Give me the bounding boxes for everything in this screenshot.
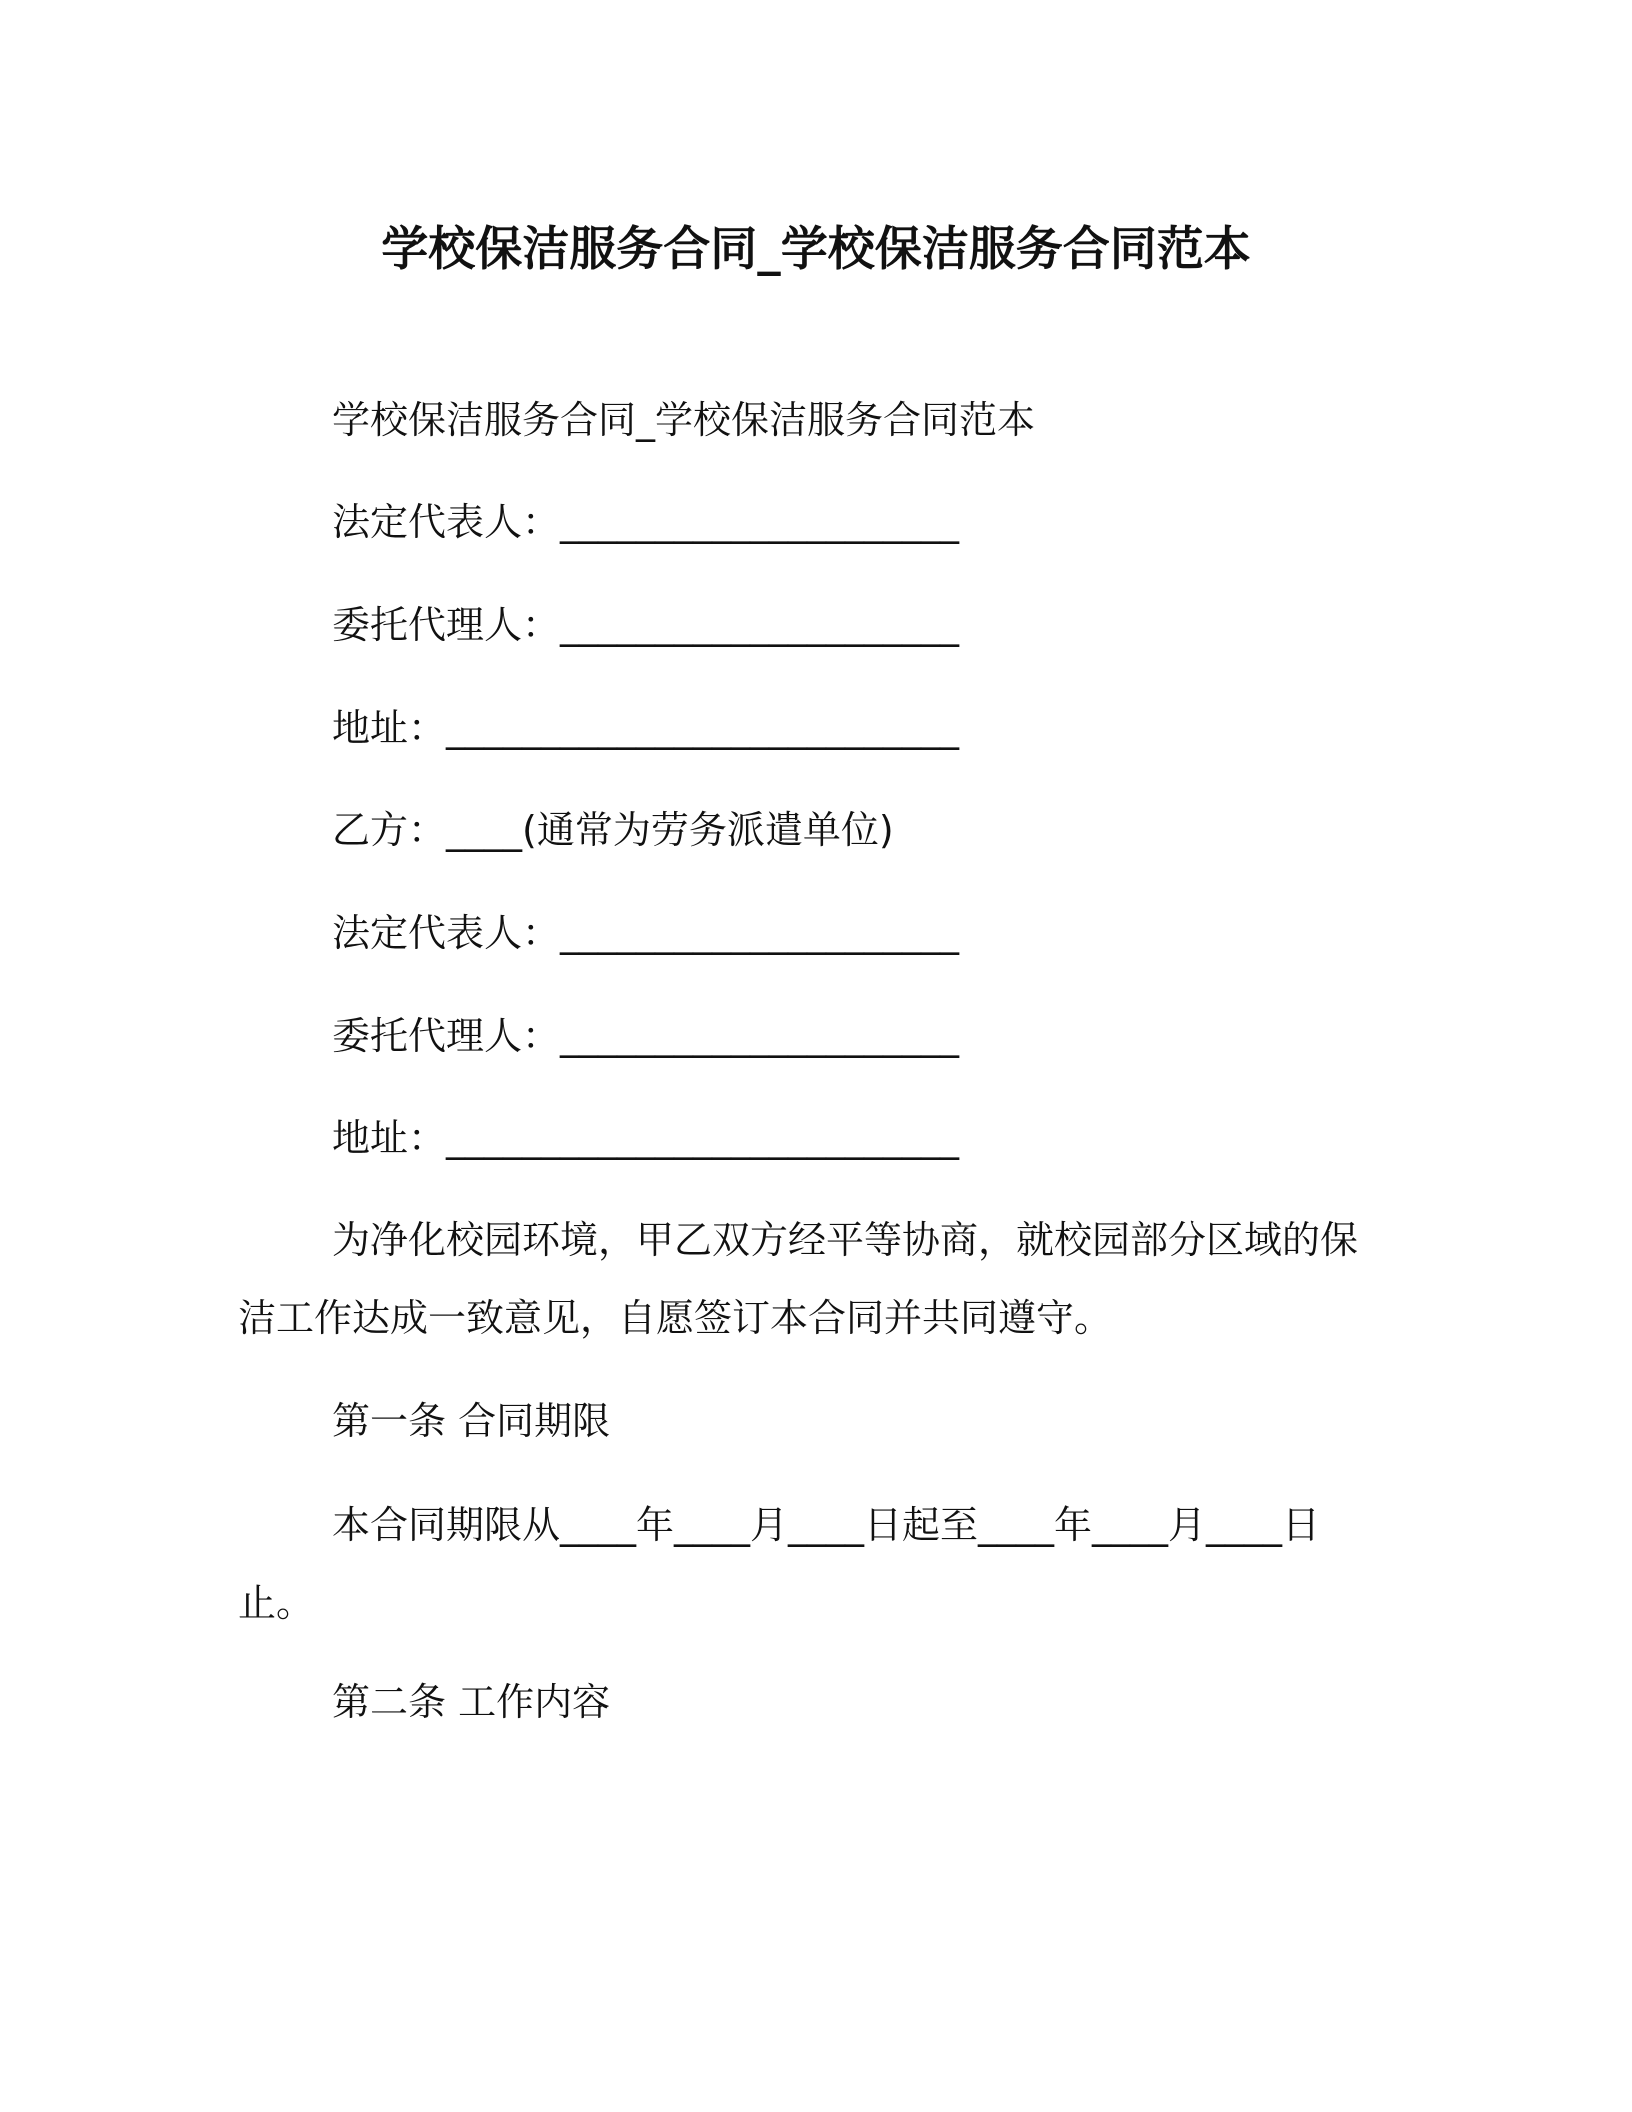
article-1-text: 本合同期限从____年____月____日起至____年____月____日止。 [238,1503,1321,1625]
article-1-heading: 第一条 合同期限 [332,1399,611,1443]
party-b-authorized-agent: 委托代理人：_____________________ [332,1014,960,1058]
party-b-line: 乙方：____(通常为劳务派遣单位) [332,808,894,852]
party-b-address: 地址：___________________________ [332,1116,960,1160]
party-a-legal-representative: 法定代表人：_____________________ [332,500,960,544]
intro-paragraph: 为净化校园环境，甲乙双方经平等协商，就校园部分区域的保洁工作达成一致意见，自愿签订本合同并共同遵守。 [238,1218,1359,1340]
party-b-legal-representative: 法定代表人：_____________________ [332,911,960,955]
party-a-address: 地址：___________________________ [332,706,960,750]
article-2-heading: 第二条 工作内容 [332,1680,611,1724]
party-a-authorized-agent: 委托代理人：_____________________ [332,603,960,647]
document-title: 学校保洁服务合同_学校保洁服务合同范本 [381,222,1251,277]
subtitle-line: 学校保洁服务合同_学校保洁服务合同范本 [332,398,1036,442]
